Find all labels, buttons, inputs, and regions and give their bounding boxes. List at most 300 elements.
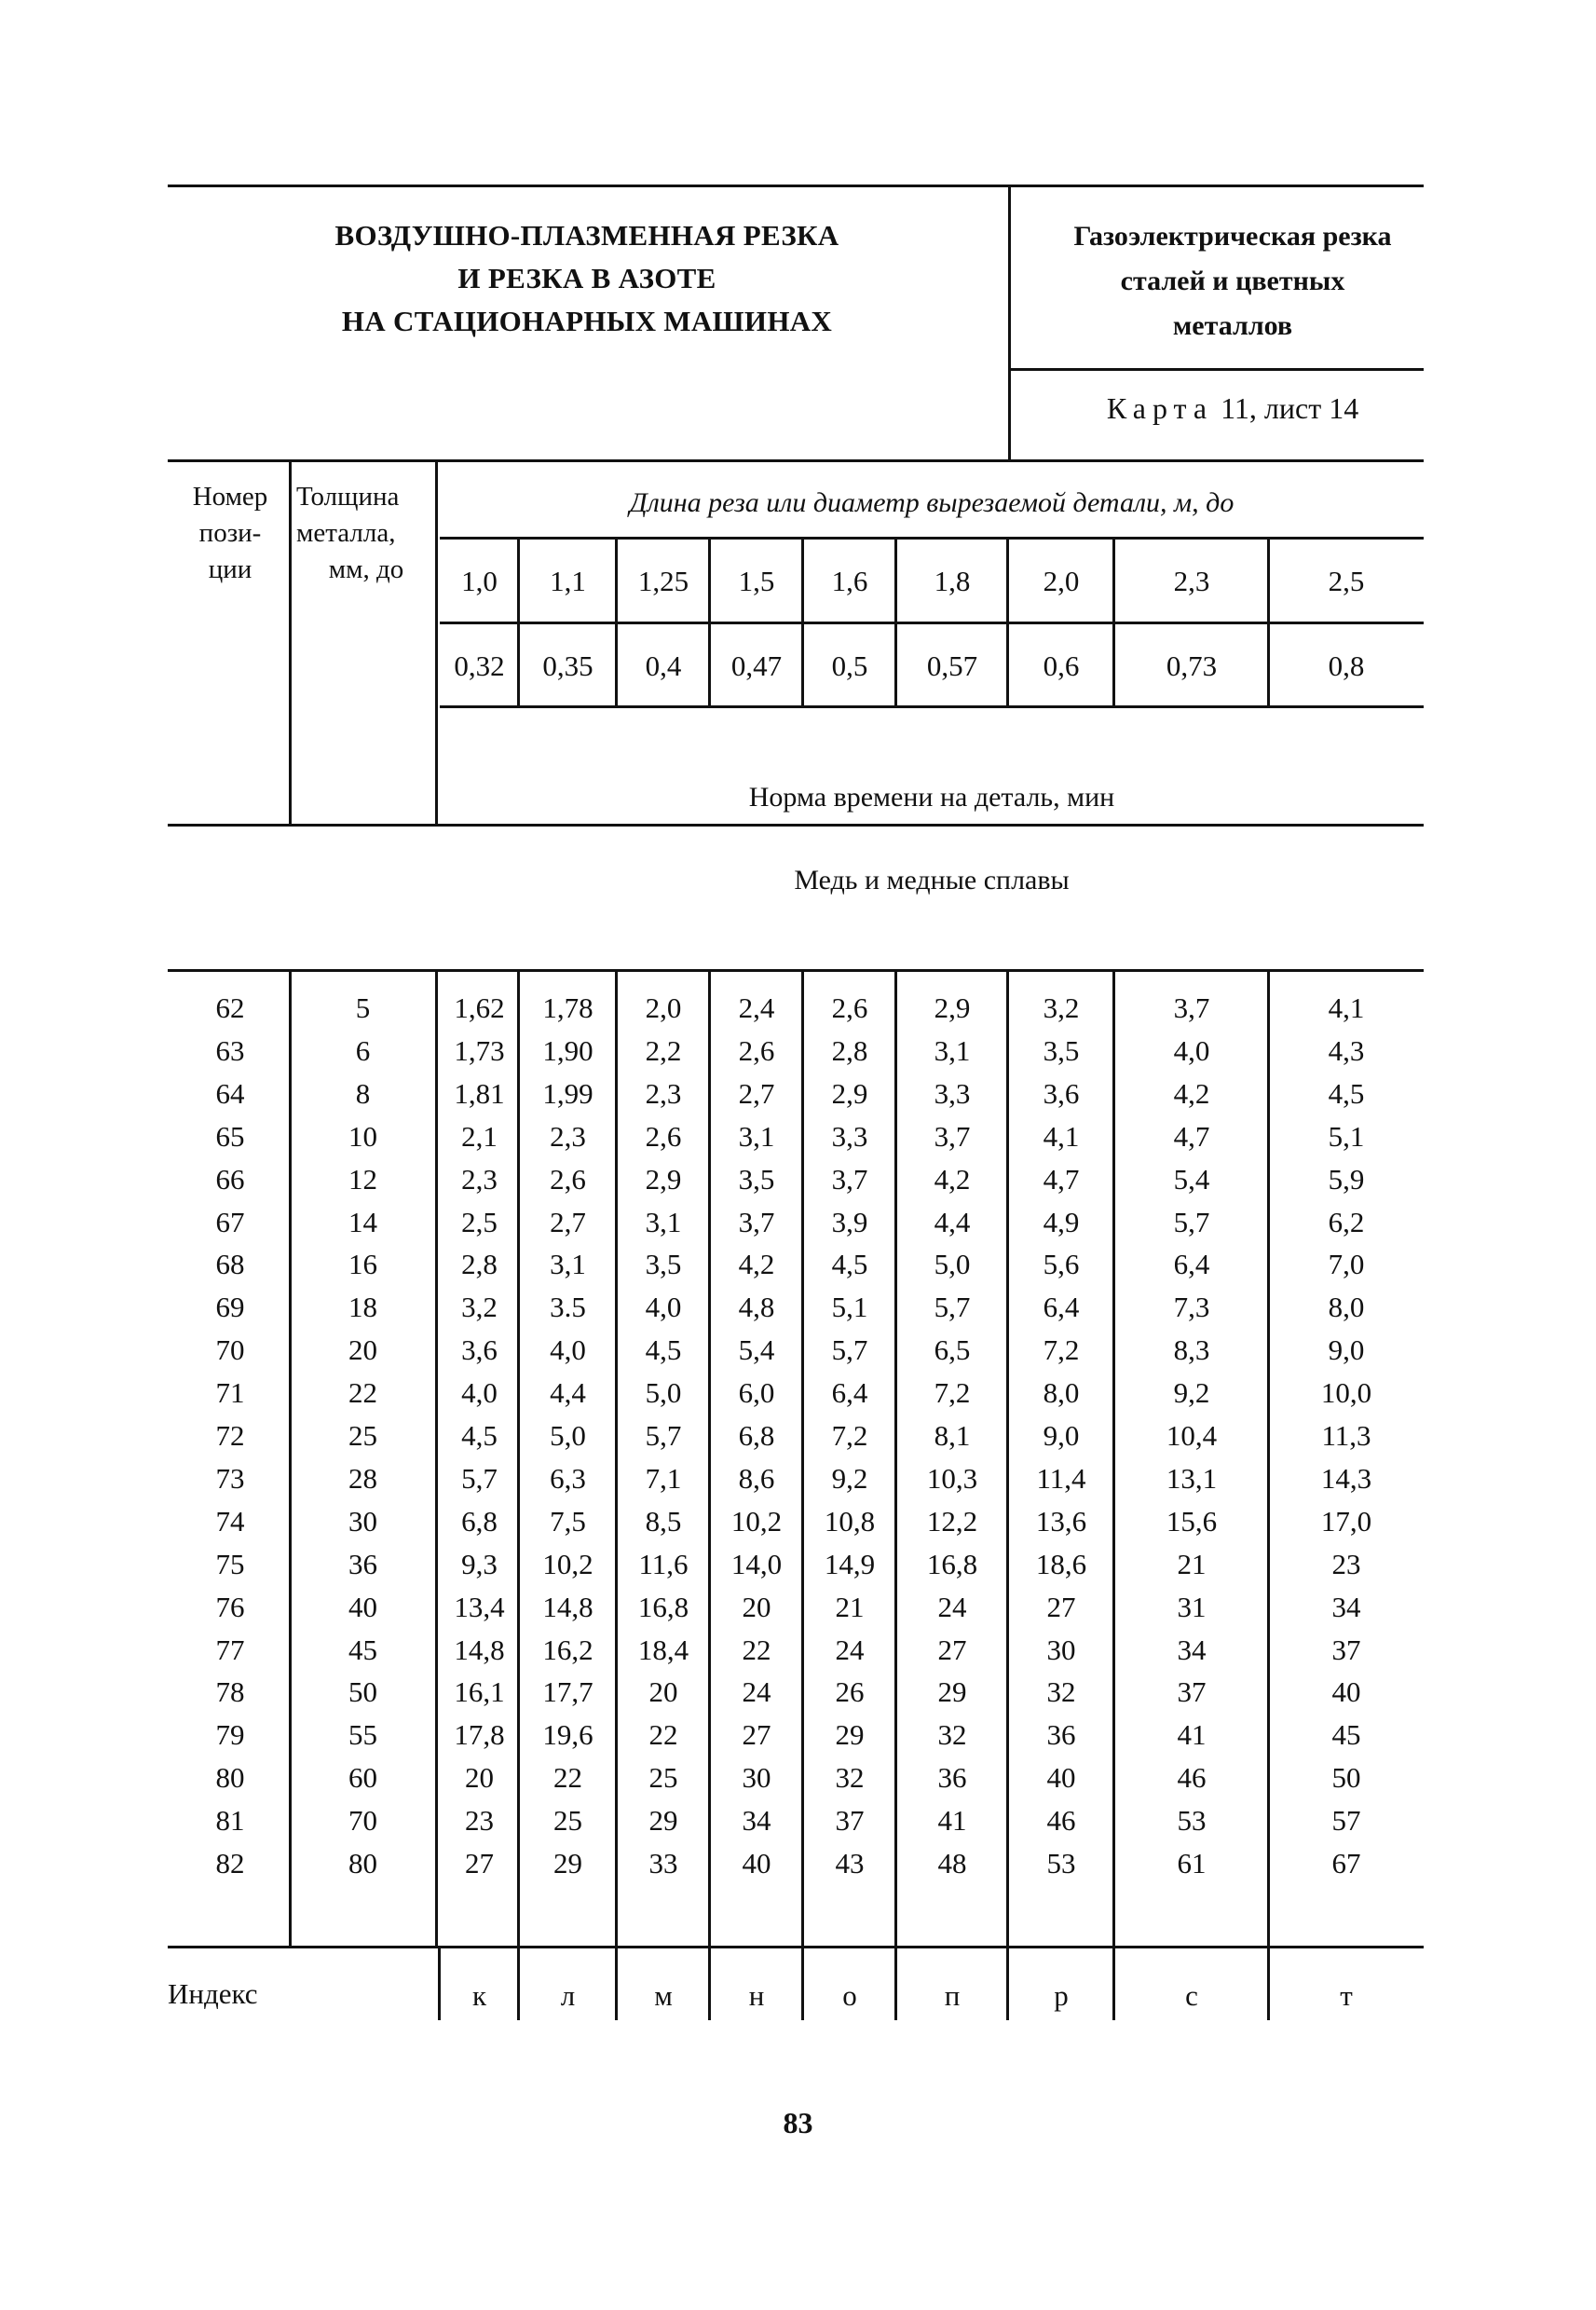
value-cell: 7,5: [550, 1505, 586, 1538]
category-title: [1023, 214, 1442, 349]
value-cell: 3,6: [461, 1333, 498, 1366]
length-cell-1: 1,0: [461, 565, 498, 597]
position-cell: 66: [215, 1163, 245, 1196]
length-cell-5: 1,6: [831, 565, 868, 597]
norm-header: Норма времени на деталь, мин: [748, 782, 1115, 813]
value-cell: 27: [742, 1718, 771, 1751]
col-rule-body-4: [801, 969, 804, 1946]
index-letter-1: к: [471, 1979, 487, 2012]
value-cell: 5,0: [934, 1248, 971, 1280]
value-cell: 36: [1046, 1718, 1076, 1751]
value-cell: 5,7: [645, 1419, 682, 1452]
value-cell: 43: [835, 1847, 865, 1879]
value-cell: 4,0: [461, 1376, 498, 1409]
diameter-cell-8: 0,73: [1166, 649, 1218, 682]
pos-header-line-2: пози-: [198, 518, 262, 548]
value-cell: 53: [1177, 1804, 1207, 1837]
col-rule-body-8: [1267, 969, 1270, 1946]
value-cell: 2,3: [461, 1163, 498, 1196]
value-cell: 32: [835, 1761, 865, 1794]
value-cell: 6,4: [1173, 1248, 1210, 1280]
value-cell: 2,5: [461, 1206, 498, 1238]
card-label: Карта: [1106, 391, 1214, 425]
value-cell: 9,0: [1328, 1333, 1365, 1366]
value-cell: 11,3: [1321, 1419, 1371, 1452]
value-cell: 5,7: [831, 1333, 868, 1366]
value-cell: 3,3: [934, 1077, 971, 1110]
value-cell: 4,1: [1043, 1120, 1080, 1153]
thickness-column-header: [296, 479, 436, 588]
value-cell: 16,2: [542, 1633, 593, 1666]
thick-header-line-3: мм, до: [328, 554, 404, 584]
value-cell: 3,6: [1043, 1077, 1080, 1110]
col-rule-pos-body: [289, 969, 292, 1946]
value-cell: 2,4: [738, 991, 775, 1024]
value-cell: 46: [1046, 1804, 1076, 1837]
diameter-cell-4: 0,47: [730, 649, 783, 682]
value-cell: 1,81: [454, 1077, 505, 1110]
header-bottom-rule: [168, 824, 1424, 827]
length-cell-8: 2,3: [1173, 565, 1210, 597]
lengths-top-rule: [440, 537, 1424, 540]
position-cell: 81: [215, 1804, 245, 1837]
value-cell: 2,2: [645, 1034, 682, 1067]
card-number: [1023, 391, 1442, 426]
value-cell: 5,9: [1328, 1163, 1365, 1196]
title-line-1: ВОЗДУШНО-ПЛАЗМЕННАЯ РЕЗКА: [334, 219, 839, 252]
position-cell: 70: [215, 1333, 245, 1366]
value-cell: 36: [937, 1761, 967, 1794]
col-rule-body-5: [894, 969, 897, 1946]
col-rule-body-1: [517, 969, 520, 1946]
value-cell: 18,4: [637, 1633, 689, 1666]
position-cell: 64: [215, 1077, 245, 1110]
value-cell: 16,8: [926, 1548, 978, 1580]
lengths-bottom-rule: [440, 622, 1424, 624]
value-cell: 9,0: [1043, 1419, 1080, 1452]
position-cell: 82: [215, 1847, 245, 1879]
value-cell: 10,4: [1166, 1419, 1218, 1452]
position-column-header: [171, 479, 289, 588]
value-cell: 9,2: [831, 1462, 868, 1495]
value-cell: 14,0: [730, 1548, 783, 1580]
index-label: Индекс: [168, 1977, 258, 2010]
body-bottom-rule: [168, 1946, 1424, 1948]
position-cell: 76: [215, 1591, 245, 1623]
value-cell: 8,0: [1328, 1291, 1365, 1323]
value-cell: 22: [553, 1761, 582, 1794]
value-cell: 5,6: [1043, 1248, 1080, 1280]
value-cell: 3,7: [738, 1206, 775, 1238]
value-cell: 2,6: [738, 1034, 775, 1067]
value-cell: 30: [1046, 1633, 1076, 1666]
section-title: Медь и медные сплавы: [794, 865, 1070, 895]
value-cell: 6,2: [1328, 1206, 1365, 1238]
value-cell: 9,2: [1173, 1376, 1210, 1409]
value-cell: 5,1: [831, 1291, 868, 1323]
thickness-cell: 25: [348, 1419, 377, 1452]
value-cell: 32: [937, 1718, 967, 1751]
position-cell: 75: [215, 1548, 245, 1580]
value-cell: 6,3: [550, 1462, 586, 1495]
length-cell-4: 1,5: [738, 565, 775, 597]
length-cell-9: 2,5: [1328, 565, 1365, 597]
value-cell: 29: [835, 1718, 865, 1751]
thickness-cell: 20: [348, 1333, 377, 1366]
thickness-cell: 36: [348, 1548, 377, 1580]
value-cell: 2,6: [831, 991, 868, 1024]
position-cell: 67: [215, 1206, 245, 1238]
position-cell: 63: [215, 1034, 245, 1067]
value-cell: 1,62: [454, 991, 505, 1024]
value-cell: 3,5: [1043, 1034, 1080, 1067]
value-cell: 37: [1177, 1675, 1207, 1708]
value-cell: 3,3: [831, 1120, 868, 1153]
value-cell: 4,4: [934, 1206, 971, 1238]
value-cell: 16,1: [454, 1675, 505, 1708]
value-cell: 11,6: [638, 1548, 689, 1580]
value-cell: 4,9: [1043, 1206, 1080, 1238]
length-cell-2: 1,1: [550, 565, 586, 597]
value-cell: 13,1: [1166, 1462, 1218, 1495]
thickness-cell: 16: [348, 1248, 377, 1280]
value-cell: 2,7: [738, 1077, 775, 1110]
col-rule-body-7: [1112, 969, 1115, 1946]
value-cell: 24: [742, 1675, 771, 1708]
value-cell: 5,7: [934, 1291, 971, 1323]
value-cell: 3,1: [550, 1248, 586, 1280]
value-cell: 25: [648, 1761, 678, 1794]
diameters-bottom-rule: [440, 705, 1424, 708]
value-cell: 2,1: [461, 1120, 498, 1153]
value-cell: 14,9: [824, 1548, 876, 1580]
value-cell: 5,7: [461, 1462, 498, 1495]
value-cell: 40: [1046, 1761, 1076, 1794]
thickness-cell: 14: [348, 1206, 377, 1238]
value-cell: 57: [1331, 1804, 1361, 1837]
value-cell: 4,0: [645, 1291, 682, 1323]
index-letter-3: м: [654, 1979, 673, 2012]
value-cell: 13,4: [454, 1591, 505, 1623]
value-cell: 17,8: [454, 1718, 505, 1751]
value-cell: 30: [742, 1761, 771, 1794]
value-cell: 37: [835, 1804, 865, 1837]
diameter-cell-5: 0,5: [831, 649, 868, 682]
value-cell: 31: [1177, 1591, 1207, 1623]
value-cell: 48: [937, 1847, 967, 1879]
diameter-cell-1: 0,32: [454, 649, 505, 682]
value-cell: 41: [1177, 1718, 1207, 1751]
value-cell: 34: [1331, 1591, 1361, 1623]
value-cell: 15,6: [1166, 1505, 1218, 1538]
value-cell: 18,6: [1035, 1548, 1087, 1580]
diameter-cell-7: 0,6: [1043, 649, 1080, 682]
value-cell: 3,5: [738, 1163, 775, 1196]
thickness-cell: 28: [348, 1462, 377, 1495]
value-cell: 9,3: [461, 1548, 498, 1580]
header-divider: [1008, 185, 1011, 459]
length-cell-6: 1,8: [934, 565, 971, 597]
position-cell: 73: [215, 1462, 245, 1495]
value-cell: 23: [1331, 1548, 1361, 1580]
value-cell: 40: [1331, 1675, 1361, 1708]
value-cell: 3,9: [831, 1206, 868, 1238]
value-cell: 29: [648, 1804, 678, 1837]
value-cell: 67: [1331, 1847, 1361, 1879]
value-cell: 7,2: [1043, 1333, 1080, 1366]
value-cell: 2,3: [645, 1077, 682, 1110]
value-cell: 1,90: [542, 1034, 593, 1067]
value-cell: 4,1: [1328, 991, 1365, 1024]
pos-header-line-3: ции: [208, 554, 252, 584]
value-cell: 25: [553, 1804, 582, 1837]
thickness-cell: 22: [348, 1376, 377, 1409]
value-cell: 45: [1331, 1718, 1361, 1751]
value-cell: 41: [937, 1804, 967, 1837]
value-cell: 27: [937, 1633, 967, 1666]
table-top-rule: [168, 459, 1424, 462]
thickness-cell: 12: [348, 1163, 377, 1196]
value-cell: 2,9: [645, 1163, 682, 1196]
value-cell: 11,4: [1036, 1462, 1086, 1495]
thickness-cell: 18: [348, 1291, 377, 1323]
value-cell: 5,0: [645, 1376, 682, 1409]
value-cell: 20: [465, 1761, 494, 1794]
title-line-2: И РЕЗКА В АЗОТЕ: [457, 262, 716, 294]
value-cell: 20: [742, 1591, 771, 1623]
index-letter-2: л: [560, 1979, 576, 2012]
value-cell: 10,2: [730, 1505, 783, 1538]
value-cell: 3,5: [645, 1248, 682, 1280]
index-letter-5: о: [842, 1979, 857, 2012]
value-cell: 2,6: [645, 1120, 682, 1153]
thick-header-line-2: металла,: [296, 518, 396, 548]
value-cell: 5,7: [1173, 1206, 1210, 1238]
thickness-cell: 10: [348, 1120, 377, 1153]
length-cell-3: 1,25: [637, 565, 689, 597]
value-cell: 37: [1331, 1633, 1361, 1666]
value-cell: 23: [465, 1804, 494, 1837]
value-cell: 7,0: [1328, 1248, 1365, 1280]
thick-header-line-1: Толщина: [296, 482, 400, 512]
value-cell: 3,2: [461, 1291, 498, 1323]
value-cell: 19,6: [542, 1718, 593, 1751]
index-letter-8: с: [1185, 1979, 1198, 2012]
index-letter-7: р: [1054, 1979, 1069, 2012]
value-cell: 6,4: [1043, 1291, 1080, 1323]
value-cell: 4,2: [738, 1248, 775, 1280]
value-cell: 6,8: [461, 1505, 498, 1538]
value-cell: 22: [648, 1718, 678, 1751]
index-letter-4: н: [748, 1979, 765, 2012]
page-number: 83: [783, 2106, 813, 2139]
thickness-cell: 50: [348, 1675, 377, 1708]
position-cell: 77: [215, 1633, 245, 1666]
position-cell: 79: [215, 1718, 245, 1751]
position-cell: 78: [215, 1675, 245, 1708]
value-cell: 3,2: [1043, 991, 1080, 1024]
value-cell: 29: [937, 1675, 967, 1708]
position-cell: 69: [215, 1291, 245, 1323]
pos-header-line-1: Номер: [192, 482, 268, 512]
value-cell: 8,6: [738, 1462, 775, 1495]
value-cell: 2,6: [550, 1163, 586, 1196]
value-cell: 4,5: [1328, 1077, 1365, 1110]
thickness-cell: 8: [355, 1077, 371, 1110]
value-cell: 29: [553, 1847, 582, 1879]
length-cell-7: 2,0: [1043, 565, 1080, 597]
value-cell: 17,7: [542, 1675, 593, 1708]
value-cell: 3,7: [934, 1120, 971, 1153]
value-cell: 21: [1177, 1548, 1207, 1580]
thickness-cell: 6: [355, 1034, 371, 1067]
value-cell: 4,2: [1173, 1077, 1210, 1110]
col-rule-body-6: [1006, 969, 1009, 1946]
value-cell: 4,5: [645, 1333, 682, 1366]
value-cell: 14,8: [542, 1591, 593, 1623]
value-cell: 2,9: [831, 1077, 868, 1110]
value-cell: 2,3: [550, 1120, 586, 1153]
diameter-cell-9: 0,8: [1328, 649, 1365, 682]
value-cell: 8,5: [645, 1505, 682, 1538]
position-cell: 72: [215, 1419, 245, 1452]
value-cell: 4,0: [550, 1333, 586, 1366]
value-cell: 5,4: [738, 1333, 775, 1366]
value-cell: 40: [742, 1847, 771, 1879]
col-rule-thick-body: [435, 969, 438, 1946]
value-cell: 14,8: [454, 1633, 505, 1666]
value-cell: 34: [1177, 1633, 1207, 1666]
col-rule-pos-header: [289, 459, 292, 824]
value-cell: 5,1: [1328, 1120, 1365, 1153]
value-cell: 27: [1046, 1591, 1076, 1623]
position-cell: 62: [215, 991, 245, 1024]
position-cell: 80: [215, 1761, 245, 1794]
value-cell: 4,2: [934, 1163, 971, 1196]
value-cell: 1,99: [542, 1077, 593, 1110]
value-cell: 12,2: [926, 1505, 978, 1538]
value-cell: 4,3: [1328, 1034, 1365, 1067]
value-cell: 4,5: [461, 1419, 498, 1452]
category-line-2: сталей и цветных: [1120, 266, 1345, 296]
document-title: [224, 214, 950, 343]
value-cell: 4,4: [550, 1376, 586, 1409]
category-line-3: металлов: [1172, 310, 1293, 341]
thickness-cell: 40: [348, 1591, 377, 1623]
value-cell: 3.5: [550, 1291, 586, 1323]
value-cell: 20: [648, 1675, 678, 1708]
thickness-cell: 55: [348, 1718, 377, 1751]
value-cell: 21: [835, 1591, 865, 1623]
value-cell: 7,1: [645, 1462, 682, 1495]
value-cell: 2,7: [550, 1206, 586, 1238]
value-cell: 5,0: [550, 1419, 586, 1452]
value-cell: 5,4: [1173, 1163, 1210, 1196]
value-cell: 6,5: [934, 1333, 971, 1366]
card-rule: [1008, 368, 1424, 371]
value-cell: 3,1: [645, 1206, 682, 1238]
value-cell: 2,9: [934, 991, 971, 1024]
header-top-rule: [168, 185, 1424, 187]
value-cell: 8,0: [1043, 1376, 1080, 1409]
value-cell: 6,8: [738, 1419, 775, 1452]
category-line-1: Газоэлектрическая резка: [1073, 221, 1392, 252]
value-cell: 10,0: [1320, 1376, 1372, 1409]
value-cell: 7,2: [934, 1376, 971, 1409]
value-cell: 13,6: [1035, 1505, 1087, 1538]
value-cell: 4,0: [1173, 1034, 1210, 1067]
value-cell: 46: [1177, 1761, 1207, 1794]
diameter-cell-3: 0,4: [645, 649, 682, 682]
value-cell: 32: [1046, 1675, 1076, 1708]
position-cell: 74: [215, 1505, 245, 1538]
value-cell: 4,7: [1173, 1120, 1210, 1153]
value-cell: 7,3: [1173, 1291, 1210, 1323]
value-cell: 33: [648, 1847, 678, 1879]
thickness-cell: 30: [348, 1505, 377, 1538]
thickness-cell: 45: [348, 1633, 377, 1666]
value-cell: 4,5: [831, 1248, 868, 1280]
col-rule-body-2: [615, 969, 618, 1946]
thickness-cell: 80: [348, 1847, 377, 1879]
diameter-cell-2: 0,35: [542, 649, 593, 682]
card-sheet: 11, лист 14: [1221, 391, 1359, 425]
value-cell: 8,1: [934, 1419, 971, 1452]
value-cell: 61: [1177, 1847, 1207, 1879]
value-cell: 2,8: [831, 1034, 868, 1067]
thickness-cell: 60: [348, 1761, 377, 1794]
value-cell: 6,4: [831, 1376, 868, 1409]
title-line-3: НА СТАЦИОНАРНЫХ МАШИНАХ: [341, 305, 833, 337]
value-cell: 10,2: [542, 1548, 593, 1580]
value-cell: 16,8: [637, 1591, 689, 1623]
value-cell: 24: [835, 1633, 865, 1666]
length-header: Длина реза или диаметр вырезаемой детали, м, до: [629, 487, 1235, 518]
value-cell: 26: [835, 1675, 865, 1708]
value-cell: 2,0: [645, 991, 682, 1024]
value-cell: 22: [742, 1633, 771, 1666]
value-cell: 10,8: [824, 1505, 876, 1538]
value-cell: 4,7: [1043, 1163, 1080, 1196]
value-cell: 34: [742, 1804, 771, 1837]
value-cell: 6,0: [738, 1376, 775, 1409]
index-letter-6: п: [944, 1979, 961, 2012]
value-cell: 3,1: [934, 1034, 971, 1067]
value-cell: 2,8: [461, 1248, 498, 1280]
body-top-rule: [168, 969, 1424, 972]
position-cell: 71: [215, 1376, 245, 1409]
col-rule-body-3: [708, 969, 711, 1946]
diameter-cell-6: 0,57: [926, 649, 978, 682]
thickness-cell: 70: [348, 1804, 377, 1837]
value-cell: 3,7: [831, 1163, 868, 1196]
value-cell: 1,73: [454, 1034, 505, 1067]
value-cell: 7,2: [831, 1419, 868, 1452]
value-cell: 1,78: [542, 991, 593, 1024]
value-cell: 24: [937, 1591, 967, 1623]
position-cell: 65: [215, 1120, 245, 1153]
value-cell: 3,1: [738, 1120, 775, 1153]
index-letter-9: т: [1340, 1979, 1353, 2012]
value-cell: 50: [1331, 1761, 1361, 1794]
position-cell: 68: [215, 1248, 245, 1280]
value-cell: 27: [465, 1847, 494, 1879]
value-cell: 53: [1046, 1847, 1076, 1879]
value-cell: 14,3: [1320, 1462, 1372, 1495]
value-cell: 3,7: [1173, 991, 1210, 1024]
value-cell: 4,8: [738, 1291, 775, 1323]
value-cell: 8,3: [1173, 1333, 1210, 1366]
